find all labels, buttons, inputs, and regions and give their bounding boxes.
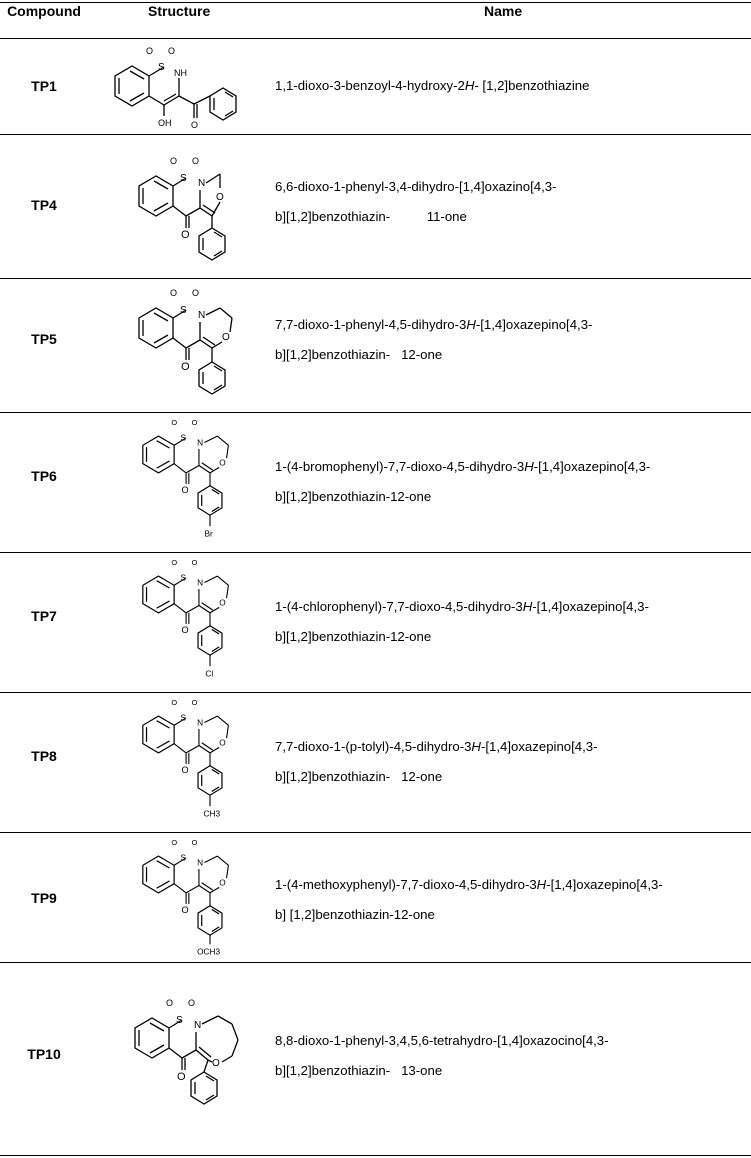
svg-text:N: N xyxy=(197,858,204,868)
svg-text:O: O xyxy=(168,46,176,56)
svg-text:O: O xyxy=(188,998,196,1008)
svg-text:Cl: Cl xyxy=(205,669,214,679)
structure-drawing xyxy=(112,414,262,550)
compound-name: 1,1-dioxo-3-benzoyl-4-hydroxy-2H- [1,2]benzothiazine xyxy=(275,78,590,93)
compound-name: 1-(4-chlorophenyl)-7,7-dioxo-4,5-dihydro-3H-[1,4]oxazepino[4,3- b][1,2]benzothiazin-12-one xyxy=(275,599,649,644)
svg-text:O: O xyxy=(192,288,200,298)
svg-text:S: S xyxy=(180,573,187,583)
table-row xyxy=(0,412,751,552)
svg-text:N: N xyxy=(198,178,206,189)
compound-id: TP8 xyxy=(31,748,57,764)
svg-text:O: O xyxy=(181,625,189,636)
svg-text:O: O xyxy=(177,1071,186,1083)
compound-name: 7,7-dioxo-1-phenyl-4,5-dihydro-3H-[1,4]oxazepino[4,3- b][1,2]benzothiazin- 12-one xyxy=(275,317,593,362)
svg-text:S: S xyxy=(180,305,187,316)
compound-id: TP9 xyxy=(31,890,57,906)
svg-text:S: S xyxy=(180,173,187,184)
svg-text:O: O xyxy=(181,485,189,496)
svg-text:O: O xyxy=(191,838,198,848)
table-row xyxy=(0,38,751,134)
table-row xyxy=(0,552,751,692)
svg-text:O: O xyxy=(192,156,200,166)
structure-drawing xyxy=(112,40,252,132)
table-row xyxy=(0,832,751,962)
svg-text:N: N xyxy=(197,578,204,588)
svg-text:O: O xyxy=(171,698,178,708)
svg-text:O: O xyxy=(171,558,178,568)
structure-drawing xyxy=(112,694,262,830)
compound-name: 1-(4-bromophenyl)-7,7-dioxo-4,5-dihydro-3H-[1,4]oxazepino[4,3- b][1,2]benzothiazin-12-one xyxy=(275,459,651,504)
svg-text:O: O xyxy=(146,46,154,56)
svg-text:N: N xyxy=(197,718,204,728)
svg-text:O: O xyxy=(219,598,226,608)
svg-text:O: O xyxy=(219,458,226,468)
svg-text:O: O xyxy=(166,998,174,1008)
svg-text:O: O xyxy=(219,738,226,748)
table-row xyxy=(0,278,751,412)
svg-text:O: O xyxy=(181,361,190,373)
svg-text:O: O xyxy=(170,288,178,298)
table-top-rule xyxy=(0,2,751,3)
svg-text:OH: OH xyxy=(158,118,172,128)
compound-id: TP5 xyxy=(31,331,57,347)
compound-name: 7,7-dioxo-1-(p-tolyl)-4,5-dihydro-3H-[1,4]oxazepino[4,3- b][1,2]benzothiazin- 12-one xyxy=(275,739,598,784)
svg-text:N: N xyxy=(194,1020,202,1031)
svg-text:CH3: CH3 xyxy=(203,809,221,819)
table-row xyxy=(0,962,751,1155)
svg-text:O: O xyxy=(212,1058,220,1069)
svg-text:S: S xyxy=(180,713,187,723)
compound-id: TP7 xyxy=(31,608,57,624)
svg-text:O: O xyxy=(216,192,224,203)
compound-name: 8,8-dioxo-1-phenyl-3,4,5,6-tetrahydro-[1,4]oxazocino[4,3- b][1,2]benzothiazin- 13-one xyxy=(275,1033,609,1078)
svg-text:O: O xyxy=(171,838,178,848)
svg-text:O: O xyxy=(191,558,198,568)
table-row xyxy=(0,692,751,832)
svg-text:S: S xyxy=(180,853,187,863)
table-bottom-rule xyxy=(0,1155,751,1156)
structure-drawing xyxy=(112,138,252,278)
svg-text:Br: Br xyxy=(204,529,213,539)
svg-text:O: O xyxy=(191,418,198,428)
table-row xyxy=(0,134,751,278)
structure-drawing xyxy=(112,280,262,410)
svg-text:S: S xyxy=(176,1015,183,1026)
structure-drawing xyxy=(112,834,262,970)
svg-text:O: O xyxy=(181,905,189,916)
svg-text:O: O xyxy=(219,878,226,888)
svg-text:O: O xyxy=(191,698,198,708)
svg-text:O: O xyxy=(181,229,190,241)
svg-text:NH: NH xyxy=(174,68,187,78)
svg-text:O: O xyxy=(171,418,178,428)
header-compound: Compound xyxy=(7,3,81,19)
header-structure: Structure xyxy=(148,3,211,19)
svg-text:O: O xyxy=(222,332,230,343)
compound-id: TP10 xyxy=(27,1046,61,1062)
compound-id: TP4 xyxy=(31,197,57,213)
svg-text:N: N xyxy=(198,310,206,321)
svg-text:S: S xyxy=(158,62,165,73)
compound-id: TP1 xyxy=(31,78,57,94)
svg-text:N: N xyxy=(197,438,204,448)
svg-text:O: O xyxy=(170,156,178,166)
structure-drawing xyxy=(108,978,268,1138)
svg-text:O: O xyxy=(191,120,199,130)
structure-drawing xyxy=(112,554,262,690)
header-name: Name xyxy=(484,3,523,19)
compound-name: 1-(4-methoxyphenyl)-7,7-dioxo-4,5-dihydro-3H-[1,4]oxazepino[4,3- b] [1,2]benzothiazin-12-one xyxy=(275,877,663,922)
compound-id: TP6 xyxy=(31,468,57,484)
svg-text:S: S xyxy=(180,433,187,443)
svg-text:OCH3: OCH3 xyxy=(197,947,221,957)
svg-text:O: O xyxy=(181,765,189,776)
compound-name: 6,6-dioxo-1-phenyl-3,4-dihydro-[1,4]oxazino[4,3- b][1,2]benzothiazin- 11-one xyxy=(275,179,557,224)
